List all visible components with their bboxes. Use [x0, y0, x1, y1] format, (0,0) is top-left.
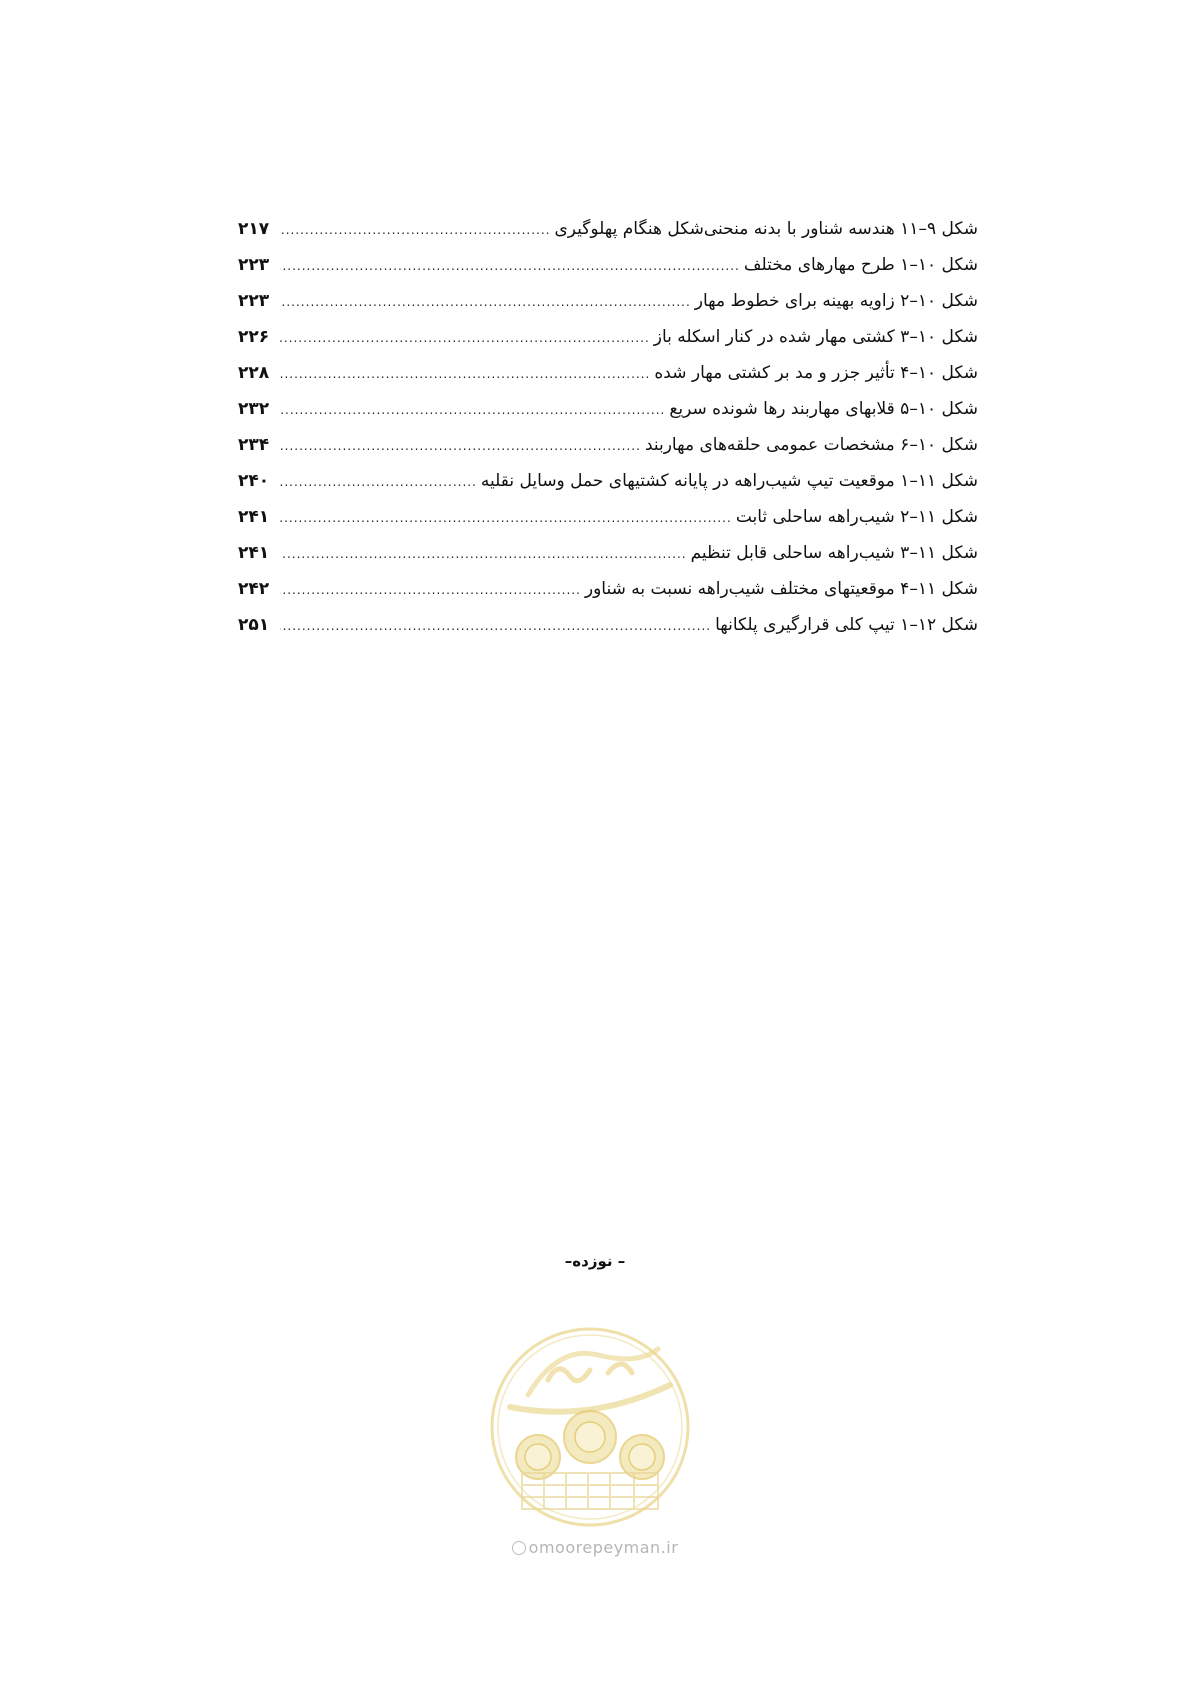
- toc-entry[interactable]: [238, 319, 978, 355]
- dot-leader: [280, 320, 650, 356]
- toc-entry-page: ۲۲۸: [238, 363, 270, 383]
- toc-entry-page: ۲۴۱: [238, 507, 270, 527]
- toc-entry[interactable]: [238, 427, 978, 463]
- toc-entry-title: شکل ۱۰–۲ زاویه بهینه برای خطوط مهار: [694, 291, 978, 311]
- toc-entry-title: شکل ۱۲–۱ تیپ کلی قرارگیری پلکانها: [715, 615, 978, 635]
- toc-entry[interactable]: [238, 571, 978, 607]
- toc-entry[interactable]: [238, 499, 978, 535]
- toc-entry-title: شکل ۱۱–۱ موقعیت تیپ شیب‌راهه در پایانه کشتیهای حمل وسایل نقلیه: [480, 471, 978, 491]
- toc-entry-title: شکل ۹–۱۱ هندسه شناور با بدنه منحنی‌شکل هنگام پهلوگیری: [554, 219, 978, 239]
- watermark-url: [0, 1538, 1190, 1557]
- toc-entry-title: شکل ۱۰–۴ تأثیر جزر و مد بر کشتی مهار شده: [654, 363, 978, 383]
- dot-leader: [280, 500, 732, 536]
- toc-entry[interactable]: [238, 607, 978, 643]
- toc-entry-page: ۲۳۲: [238, 399, 270, 419]
- watermark-seal-logo: [488, 1325, 692, 1529]
- dot-leader: [280, 428, 641, 464]
- dot-leader: [280, 536, 687, 572]
- toc-entry-page: ۲۲۳: [238, 255, 270, 275]
- toc-entry-page: ۲۵۱: [238, 615, 270, 635]
- toc-entry-title: شکل ۱۱–۳ شیب‌راهه ساحلی قابل تنظیم: [690, 543, 978, 563]
- toc-entry[interactable]: [238, 355, 978, 391]
- toc-entry[interactable]: [238, 463, 978, 499]
- toc-entry[interactable]: [238, 391, 978, 427]
- dot-leader: [280, 608, 711, 644]
- toc-entry-page: ۲۱۷: [238, 219, 270, 239]
- toc-entry-title: شکل ۱۰–۳ کشتی مهار شده در کنار اسکله باز: [653, 327, 978, 347]
- globe-icon: [512, 1541, 526, 1555]
- toc-entry-page: ۲۴۰: [238, 471, 270, 491]
- dot-leader: [280, 248, 740, 284]
- toc-entry-title: شکل ۱۰–۶ مشخصات عمومی حلقه‌های مهاربند: [644, 435, 978, 455]
- dot-leader: [280, 464, 477, 500]
- table-of-figures: [238, 211, 978, 643]
- dot-leader: [280, 356, 650, 392]
- watermark-url-text: omoorepeyman.ir: [528, 1538, 679, 1557]
- dot-leader: [280, 212, 550, 248]
- toc-entry-page: ۲۲۳: [238, 291, 270, 311]
- page-number: – نوزده–: [564, 1252, 626, 1270]
- toc-entry[interactable]: [238, 535, 978, 571]
- toc-entry-page: ۲۴۲: [238, 579, 270, 599]
- toc-entry-page: ۲۲۶: [238, 327, 270, 347]
- toc-entry-title: شکل ۱۰–۱ طرح مهارهای مختلف: [743, 255, 978, 275]
- toc-entry-title: شکل ۱۱–۲ شیب‌راهه ساحلی ثابت: [735, 507, 978, 527]
- toc-entry[interactable]: [238, 247, 978, 283]
- dot-leader: [280, 572, 581, 608]
- toc-entry[interactable]: [238, 211, 978, 247]
- toc-entry-page: ۲۴۱: [238, 543, 270, 563]
- dot-leader: [280, 284, 691, 320]
- toc-entry-title: شکل ۱۱–۴ موقعیتهای مختلف شیب‌راهه نسبت به شناور: [584, 579, 978, 599]
- toc-entry-title: شکل ۱۰–۵ قلابهای مهاربند رها شونده سریع: [669, 399, 978, 419]
- toc-entry-page: ۲۳۴: [238, 435, 270, 455]
- dot-leader: [280, 392, 665, 428]
- toc-entry[interactable]: [238, 283, 978, 319]
